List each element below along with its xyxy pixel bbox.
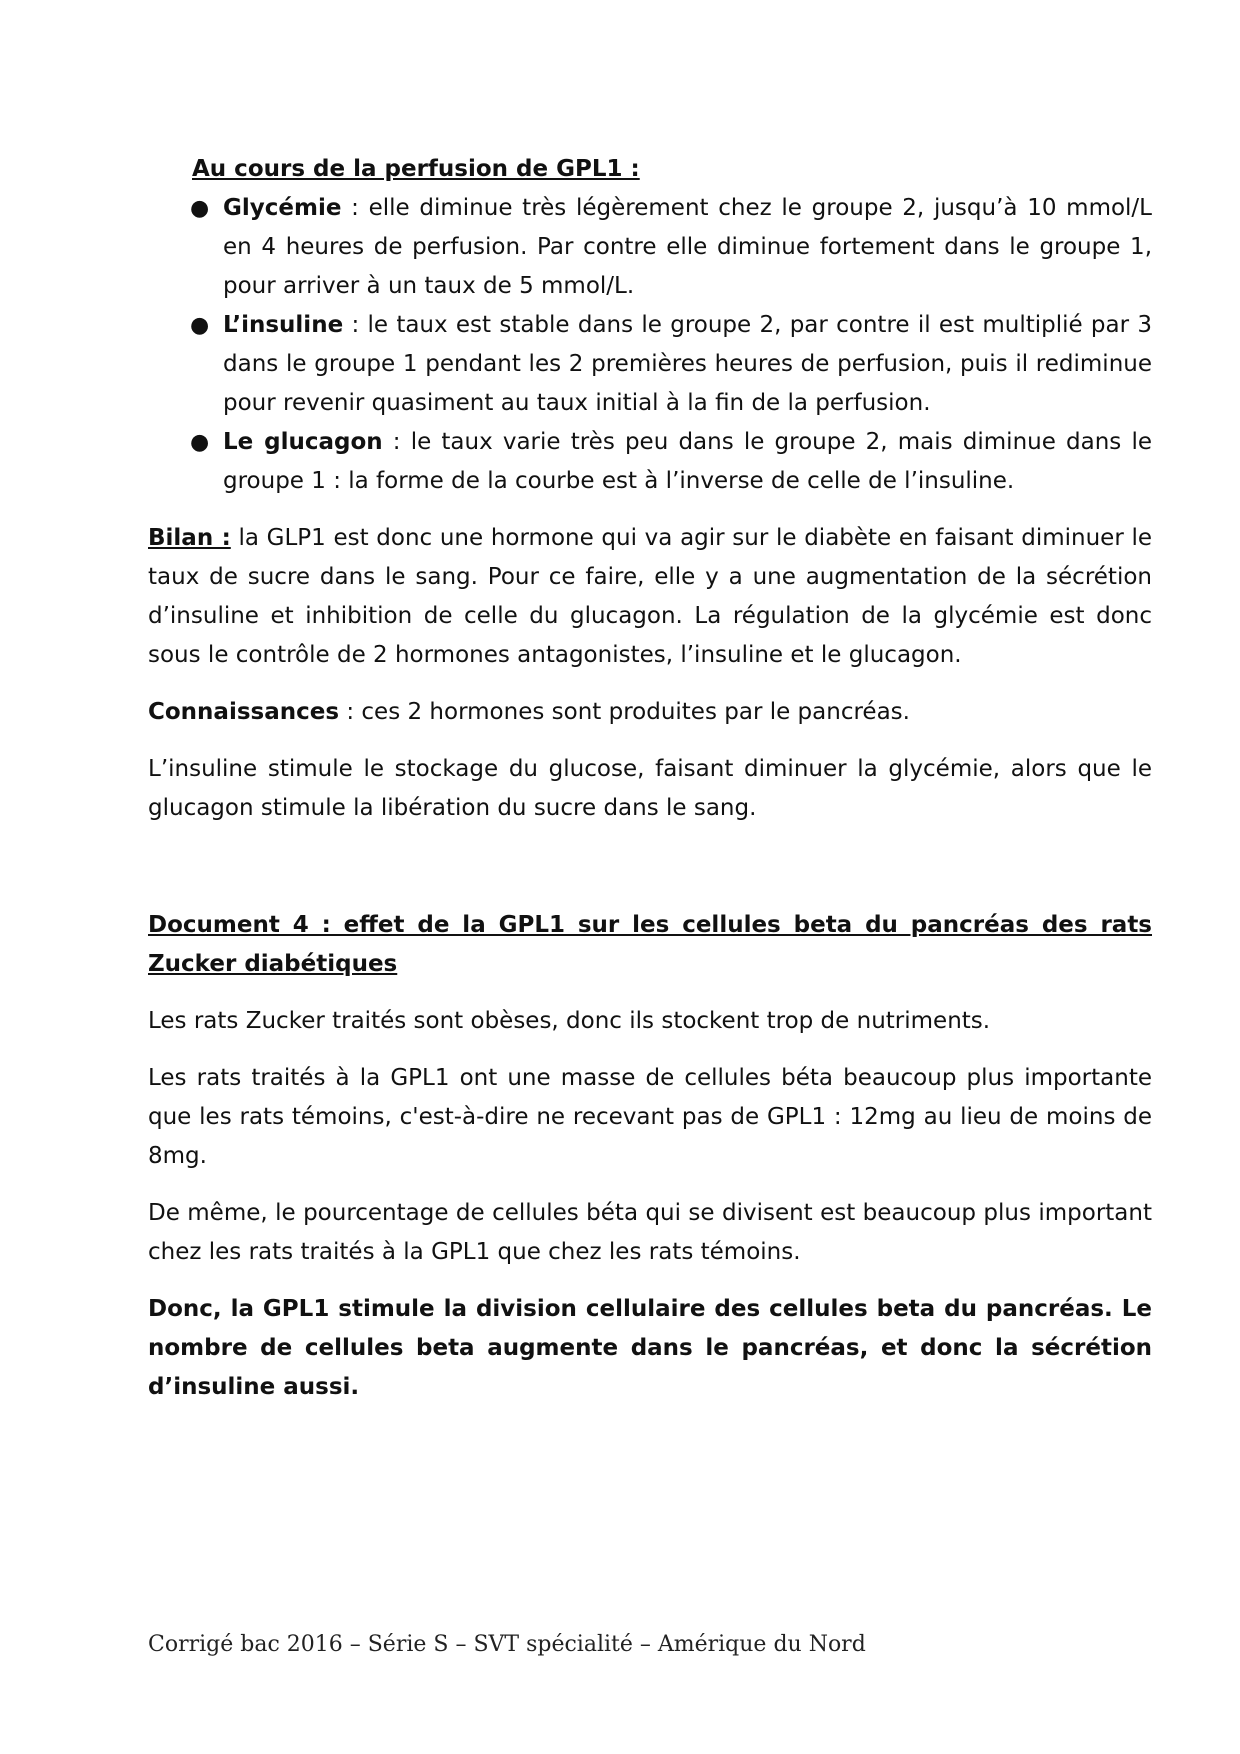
- bullet-label: L’insuline: [223, 312, 344, 338]
- connaissances-text: : ces 2 hormones sont produites par le pancréas.: [339, 699, 910, 725]
- bullet-label: Glycémie: [223, 195, 342, 221]
- bullet-icon: ●: [190, 196, 210, 221]
- bullet-text: : elle diminue très légèrement chez le groupe 2, jusqu’à 10 mmol/L en 4 heures de perfusion. Par contre elle diminue fortement dans le groupe 1, pour arriver à un taux de 5 mmol/L.: [223, 195, 1152, 299]
- document4-paragraph: Les rats traités à la GPL1 ont une masse de cellules béta beaucoup plus importante que les rats témoins, c'est-à-dire ne recevant pas de GPL1 : 12mg au lieu de moins de 8mg.: [148, 1065, 1152, 1169]
- document4-paragraph: Les rats Zucker traités sont obèses, donc ils stockent trop de nutriments.: [148, 1008, 991, 1034]
- section-heading: Au cours de la perfusion de GPL1 :: [192, 156, 640, 182]
- connaissances-paragraph: [148, 693, 1152, 732]
- document4-paragraph: De même, le pourcentage de cellules béta qui se divisent est beaucoup plus important chez les rats traités à la GPL1 que chez les rats témoins.: [148, 1200, 1152, 1265]
- bilan-text: la GLP1 est donc une hormone qui va agir sur le diabète en faisant diminuer le taux de sucre dans le sang. Pour ce faire, elle y a une augmentation de la sécrétion d’insuline et inhibition de celle du glucagon. La régulation de la glycémie est donc sous le contrôle de 2 hormones antagonistes, l’insuline et le glucagon.: [148, 525, 1153, 668]
- connaissances-label: Connaissances: [148, 699, 340, 725]
- list-item-glycemie: [148, 189, 1152, 306]
- document4-conclusion: Donc, la GPL1 stimule la division cellulaire des cellules beta du pancréas. Le nombre de cellules beta augmente dans le pancréas, et donc la sécrétion d’insuline aussi.: [148, 1296, 1152, 1400]
- bullet-label: Le glucagon: [223, 429, 383, 455]
- bullet-text: : le taux est stable dans le groupe 2, par contre il est multiplié par 3 dans le groupe 1 pendant les 2 premières heures de perfusion, puis il rediminue pour revenir quasiment au taux initial à la fin de la perfusion.: [223, 312, 1152, 416]
- list-item-glucagon: [148, 423, 1152, 501]
- page-footer: Corrigé bac 2016 – Série S – SVT spécialité – Amérique du Nord: [148, 1632, 866, 1657]
- insuline-paragraph: L’insuline stimule le stockage du glucose, faisant diminuer la glycémie, alors que le glucagon stimule la libération du sucre dans le sang.: [148, 756, 1152, 821]
- bilan-paragraph: [148, 519, 1152, 675]
- list-item-insuline: [148, 306, 1152, 423]
- bullet-text: : le taux varie très peu dans le groupe 2, mais diminue dans le groupe 1 : la forme de la courbe est à l’inverse de celle de l’insuline.: [223, 429, 1152, 494]
- page-content: [148, 150, 1152, 1407]
- document4-title: Document 4 : effet de la GPL1 sur les cellules beta du pancréas des rats Zucker diabétiques: [148, 912, 1152, 977]
- bullet-icon: ●: [190, 430, 210, 455]
- bilan-label: Bilan :: [148, 525, 231, 551]
- bullet-icon: ●: [190, 313, 210, 338]
- results-list: [148, 189, 1152, 501]
